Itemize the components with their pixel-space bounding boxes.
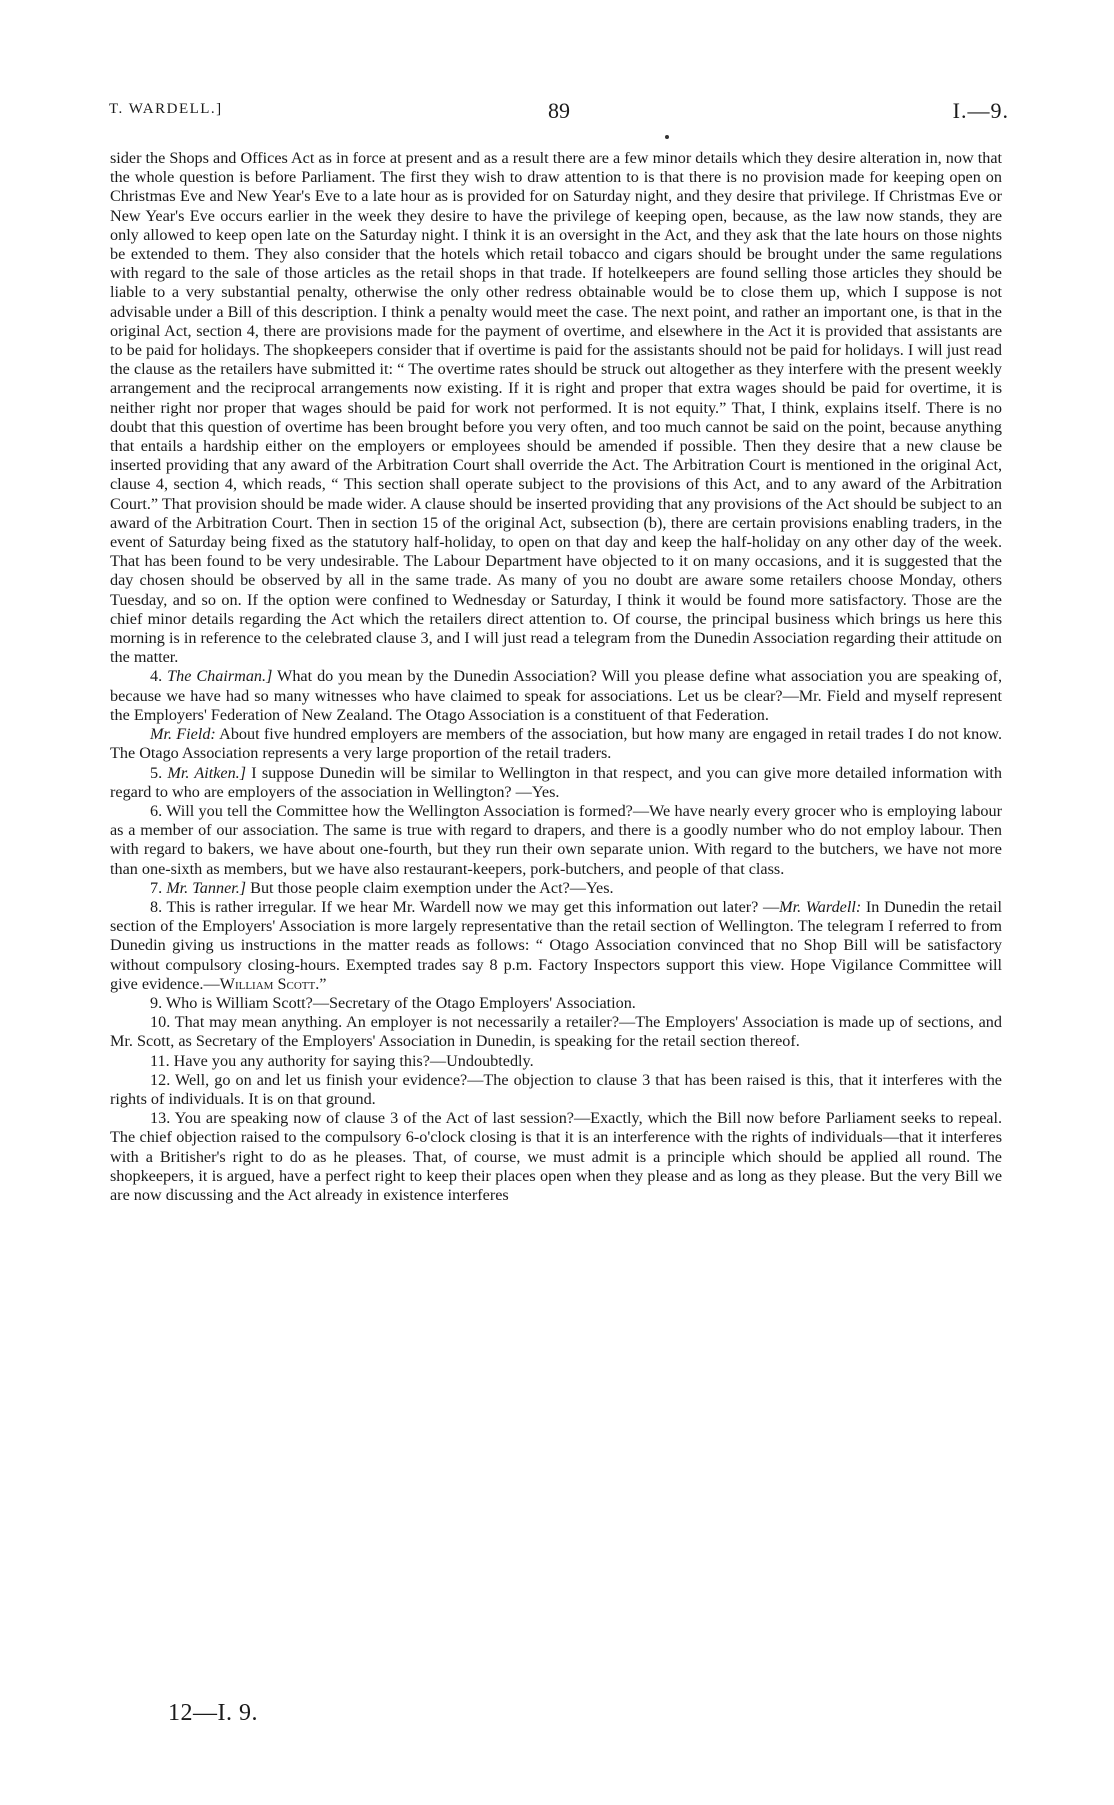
document-body — [110, 149, 1002, 1205]
paragraph: Mr. Field: About five hundred employers are members of the association, but how many are engaged in retail trades I do not know. The Otago Association represents a very large proportion of the retail traders. — [110, 725, 1002, 763]
speaker: Mr. Tanner.] — [166, 878, 247, 897]
paragraph: 10. That may mean anything. An employer is not necessarily a retailer?—The Employers' Association is made up of sections, and Mr. Scott, as Secretary of the Employers' Association in Dunedin, is speaking for the retail section thereof. — [110, 1013, 1002, 1051]
paragraph: 6. Will you tell the Committee how the Wellington Association is formed?—We have nearly every grocer who is employing labour as a member of our association. The same is true with regard to drapers, and there is a goodly number who do not employ labour. Then with regard to bakers, we have about one-fourth, but they run their own separate union. With regard to the butchers, we have not more than one-sixth as members, but we have also restaurant-keepers, pork-butchers, and people of that class. — [110, 801, 1002, 878]
speaker: Mr. Field: — [150, 725, 216, 744]
page-header — [109, 98, 1009, 129]
header-witness-name: T. WARDELL.] — [109, 101, 223, 117]
paragraph: 4. The Chairman.] What do you mean by the Dunedin Association? Will you please define what association you are speaking of, because we have had so many witnesses who have claimed to speak for associations. Let us be clear?—Mr. Field and myself represent the Employers' Federation of New Zealand. The Otago Association is a constituent of that Federation. — [110, 667, 1002, 724]
paragraph: 11. Have you any authority for saying this?—Undoubtedly. — [150, 1051, 534, 1070]
speaker: Mr. Wardell: — [779, 897, 862, 916]
paragraph: 13. You are speaking now of clause 3 of the Act of last session?—Exactly, which the Bill now before Parliament seeks to repeal. The chief objection raised to the compulsory 6-o'clock closing is that it is an interference with the rights of individuals—that it interferes with a Britisher's right to do as he pleases. That, of course, we must admit is a principle which should be applied all round. The shopkeepers, it is argued, have a perfect right to keep their places open when they please and as long as they please. But the very Bill we are now discussing and the Act already in existence interferes — [110, 1109, 1002, 1204]
printer-mark — [665, 135, 669, 139]
paragraph: 5. Mr. Aitken.] I suppose Dunedin will be similar to Wellington in that respect, and you can give more detailed information with regard to who are employers of the association in Wellington? —Yes. — [110, 763, 1003, 801]
page-number: 89 — [548, 98, 570, 123]
paragraph: 12. Well, go on and let us finish your evidence?—The objection to clause 3 that has been raised is this, that it interferes with the rights of individuals. It is on that ground. — [110, 1070, 1002, 1108]
paragraph: 9. Who is William Scott?—Secretary of the Otago Employers' Association. — [150, 993, 636, 1012]
page-footer-signature-mark: 12—I. 9. — [168, 1700, 258, 1726]
paragraph: 8. This is rather irregular. If we hear Mr. Wardell now we may get this information out later? —Mr. Wardell: In Dunedin the retail section of the Employers' Association is more largely representative than the retail section of Wellington. The telegram I referred to from Dunedin giving us instructions in the matter reads as follows: “ Otago Association convinced that no Shop Bill will be satisfactory without compulsory closing-hours. Exempted trades say 8 p.m. Factory Inspectors support this view. Hope Vigilance Committee will give evidence.—William Scott.” — [110, 897, 1002, 993]
paragraph: 7. Mr. Tanner.] But those people claim exemption under the Act?—Yes. — [150, 878, 614, 897]
header-paper-reference: I.—9. — [952, 98, 1009, 123]
signature: William Scott — [219, 974, 316, 993]
speaker: The Chairman.] — [167, 667, 273, 686]
paragraph: sider the Shops and Offices Act as in force at present and as a result there are a few minor details which they desire alteration in, now that the whole question is before Parliament. The first they wish to draw attention to is that there is no provision made for keeping open on Christmas Eve and New Year's Eve to a late hour as is provided for on Saturday night, and they desire that privilege. If Christmas Eve or New Year's Eve occurs earlier in the week they desire to have the privilege of keeping open, because, as the law now stands, they are only allowed to keep open late on the Saturday night. I think it is an oversight in the Act, and they ask that the late hours on those nights be extended to them. They also consider that the hotels which retail tobacco and cigars should be brought under the same regulations with regard to the sale of those articles as the retail shops in that trade. If hotelkeepers are found selling those articles they should be liable to a very substantial penalty, otherwise the only other redress obtainable would be to close them up, which I suppose is not advisable under a Bill of this description. I think a penalty would meet the case. The next point, and rather an important one, is that in the original Act, section 4, there are provisions made for the payment of overtime, and elsewhere in the Act it is provided that assistants are to be paid for holidays. The shopkeepers consider that if overtime is paid for the assistants should not be paid for holidays. I will just read the clause as the retailers have submitted it: “ The overtime rates should be struck out altogether as they interfere with the present weekly arrangement and the reciprocal arrangements now existing. If it is right and proper that extra wages should be paid for overtime, it is neither right nor proper that wages should be paid for work not performed. It is not equity.” That, I think, explains itself. There is no doubt that this question of overtime has been brought before you very often, and too much cannot be said on the point, because anything that entails a hardship either on the employers or employees should be amended if possible. Then they desire that a new clause be inserted providing that any award of the Arbitration Court shall override the Act. The Arbitration Court is mentioned in the original Act, clause 4, section 4, which reads, “ This section shall operate subject to the provisions of this Act, and to any award of the Arbitration Court.” That provision should be made wider. A clause should be inserted providing that any provisions of the Act should be subject to an award of the Arbitration Court. Then in section 15 of the original Act, subsection (b), there are certain provisions enabling traders, in the event of Saturday being fixed as the statutory half-holiday, to open on that day and keep the half-holiday on any other day of the week. That has been found to be very undesirable. The Labour Department have objected to it on many occasions, and it is suggested that the day chosen should be observed by all in the same trade. As many of you no doubt are aware some retailers choose Monday, others Tuesday, and so on. If the option were confined to Wednesday or Saturday, I think it would be found more satisfactory. Those are the chief minor details regarding the Act which the retailers direct attention to. Of course, the principal business which brings us here this morning is in reference to the celebrated clause 3, and I will just read a telegram from the Dunedin Association regarding their attitude on the matter. — [110, 149, 1002, 667]
speaker: Mr. Aitken.] — [167, 763, 247, 782]
